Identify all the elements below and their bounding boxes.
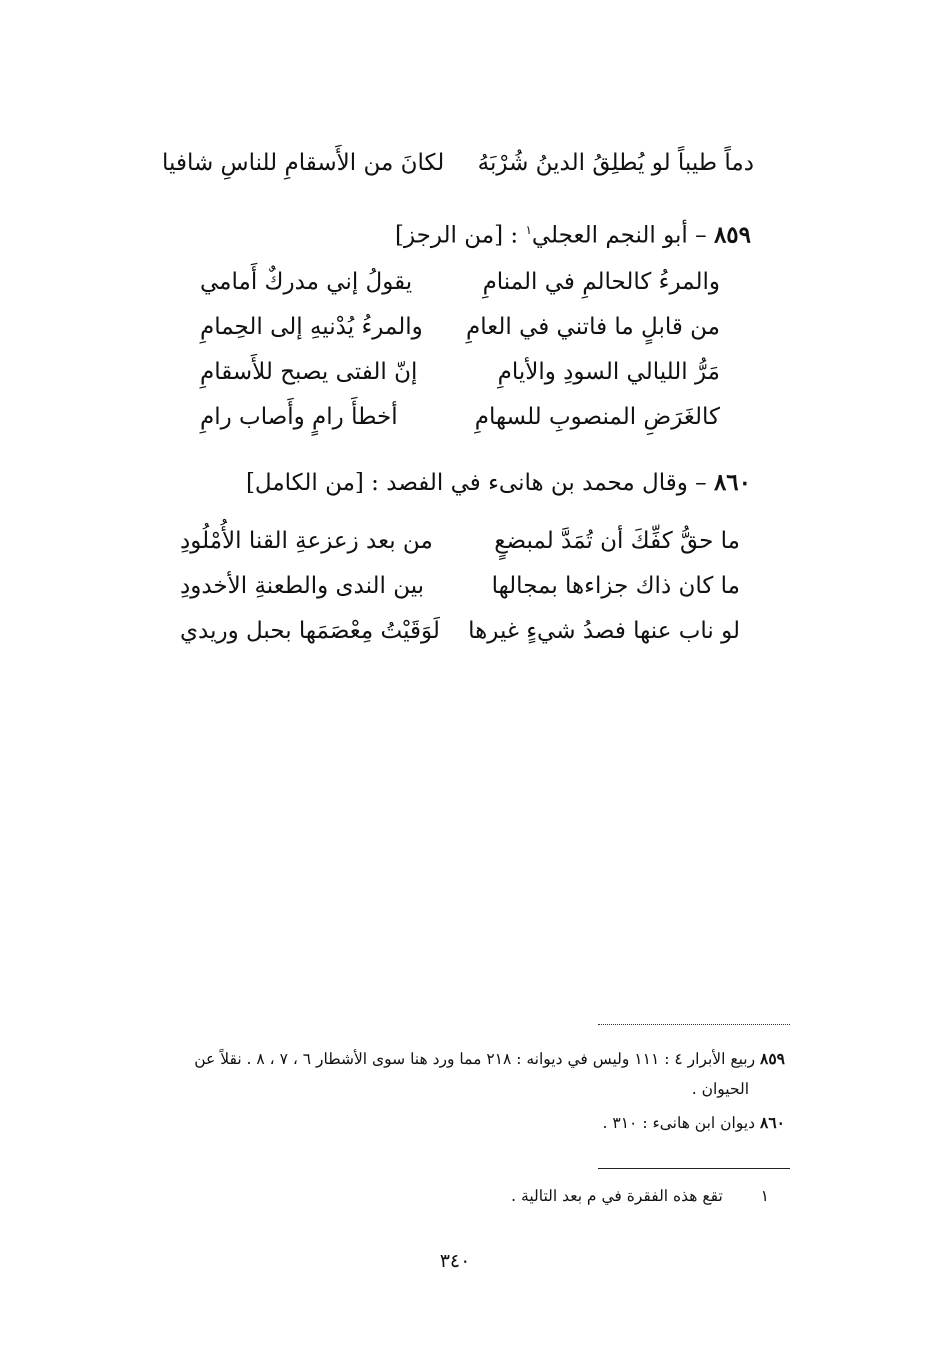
verse-second-hemistich: من بعد زعزعةِ القنا الأُمْلُودِ bbox=[180, 528, 433, 554]
entry-number: ٨٥٩ bbox=[713, 221, 751, 249]
meter-label: : [من الرجز] bbox=[394, 222, 519, 249]
verse-first-hemistich: والمرءُ كالحالمِ في المنامِ bbox=[482, 269, 720, 295]
verse-first-hemistich: دماً طيباً لو يُطلِقُ الدينُ شُرْبَهُ bbox=[477, 150, 754, 176]
note-number: ٨٥٩ bbox=[760, 1049, 785, 1068]
entry-title: – وقال محمد بن هانىء في الفصد bbox=[386, 470, 707, 496]
verse-first-hemistich: لو ناب عنها فصدُ شيءٍ غيرها bbox=[468, 618, 740, 644]
footnote-text: تقع هذه الفقرة في م بعد التالية . bbox=[511, 1187, 723, 1205]
entry-859-verse bbox=[200, 397, 720, 437]
footnote-number: ١ bbox=[760, 1187, 769, 1205]
note-number: ٨٦٠ bbox=[760, 1113, 785, 1132]
source-note-860 bbox=[603, 1110, 785, 1136]
source-note-859-continuation bbox=[692, 1076, 749, 1102]
entry-860-verse bbox=[180, 611, 740, 651]
meter-label: : [من الكامل] bbox=[245, 470, 379, 496]
footnote bbox=[511, 1183, 769, 1209]
entry-860-verse bbox=[180, 521, 740, 561]
verse-first-hemistich: مَرُّ الليالي السودِ والأيامِ bbox=[497, 359, 720, 385]
entry-number: ٨٦٠ bbox=[713, 469, 751, 496]
entry-859-heading bbox=[395, 210, 751, 256]
notes-divider bbox=[598, 1024, 790, 1025]
verse-first-hemistich: من قابلٍ ما فاتني في العامِ bbox=[466, 314, 720, 340]
source-note-859 bbox=[194, 1046, 785, 1072]
entry-860-verse bbox=[180, 566, 740, 606]
note-text: ربيع الأبرار ٤ : ١١١ وليس في ديوانه : ٢١٨ مما ورد هنا سوى الأشطار ٦ ، ٧ ، ٨ . نقلاً عن bbox=[194, 1050, 756, 1068]
verse-second-hemistich: لكانَ من الأَسقامِ للناسِ شافيا bbox=[162, 150, 445, 176]
footnote-mark: ١ bbox=[525, 223, 532, 237]
note-text: الحيوان . bbox=[691, 1080, 749, 1098]
opening-verse bbox=[162, 143, 754, 183]
entry-859-verse bbox=[200, 262, 720, 302]
verse-second-hemistich: بين الندى والطعنةِ الأخدودِ bbox=[180, 573, 425, 599]
entry-859-verse bbox=[200, 352, 720, 392]
entry-860-heading bbox=[246, 463, 751, 503]
verse-first-hemistich: ما حقُّ كفِّكَ أن تُمَدَّ لمبضعٍ bbox=[494, 528, 740, 554]
verse-second-hemistich: يقولُ إني مدركٌ أَمامي bbox=[200, 269, 413, 295]
entry-title: – أبو النجم العجلي bbox=[531, 222, 707, 249]
verse-second-hemistich: والمرءُ يُدْنيهِ إلى الحِمامِ bbox=[200, 314, 423, 340]
verse-second-hemistich: إنّ الفتى يصبح للأَسقامِ bbox=[200, 359, 418, 385]
footnote-divider bbox=[598, 1168, 790, 1169]
page-number: ٣٤٠ bbox=[439, 1250, 471, 1272]
entry-859-verse bbox=[200, 307, 720, 347]
note-text: ديوان ابن هانىء : ٣١٠ . bbox=[602, 1114, 756, 1132]
verse-first-hemistich: كالغَرَضِ المنصوبِ للسهامِ bbox=[474, 404, 720, 430]
verse-first-hemistich: ما كان ذاك جزاءها بمجالها bbox=[491, 573, 740, 599]
verse-second-hemistich: لَوَقَيْتُ مِعْصَمَها بحبل وريدي bbox=[180, 618, 440, 644]
verse-second-hemistich: أخطأَ رامٍ وأَصاب رامِ bbox=[200, 404, 398, 430]
